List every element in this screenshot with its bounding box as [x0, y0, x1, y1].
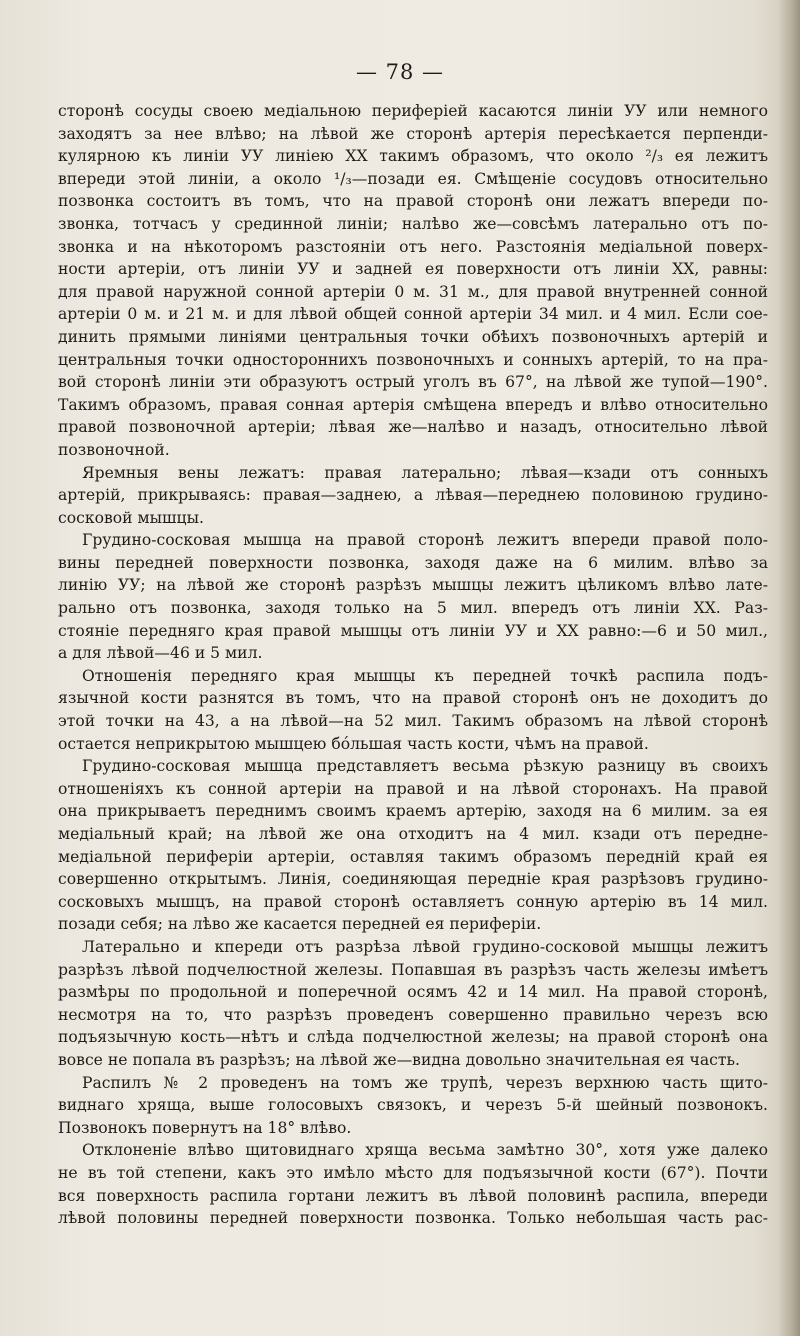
text-line: подъязычную кость—нѣтъ и слѣда подчелюстной железы; на правой сторонѣ она [58, 1028, 768, 1047]
text-line: размѣры по продольной и поперечной осямъ 42 и 14 мил. На правой сторонѣ, [58, 983, 768, 1002]
text-line: сторонѣ сосуды своею медіальною периферіей касаются линіи УУ или немного [58, 102, 768, 120]
text-line: Такимъ образомъ, правая сонная артерія смѣщена впередъ и влѣво относительно [58, 395, 768, 414]
text-line: стояніе передняго края правой мышцы отъ линіи УУ и ХХ равно:—6 и 50 мил., [58, 621, 768, 640]
text-line: для правой наружной сонной артеріи 0 м. 31 м., для правой внутренней сонной [58, 282, 768, 301]
text-line: звонка, тотчасъ у срединной линіи; налѣво же—совсѣмъ латерально отъ по- [58, 214, 768, 233]
text-line: заходятъ за нее влѣво; на лѣвой же сторонѣ артерія пересѣкается перпенди- [58, 124, 768, 143]
text-line: правой позвоночной артеріи; лѣвая же—налѣво и назадъ, относительно лѣвой [58, 418, 768, 437]
text-line: Яремныя вены лежатъ: правая латерально; лѣвая—кзади отъ сонныхъ [82, 463, 768, 482]
text-line: остается неприкрытою мышцею бóльшая часть кости, чѣмъ на правой. [58, 734, 649, 753]
text-line: позади себя; на лѣво же касается передней ея периферіи. [58, 915, 542, 934]
text-line: медіальный край; на лѣвой же она отходитъ на 4 мил. кзади отъ передне- [58, 825, 768, 843]
text-line: отношеніяхъ къ сонной артеріи на правой и на лѣвой сторонахъ. На правой [58, 779, 768, 798]
text-line: она прикрываетъ переднимъ своимъ краемъ артерію, заходя на 6 милим. за ея [58, 802, 768, 821]
body-text [58, 100, 768, 1230]
text-line: Распилъ № 2 проведенъ на томъ же трупѣ, черезъ верхнюю часть щито- [82, 1073, 768, 1092]
text-line: центральныя точки одностороннихъ позвоночныхъ и сонныхъ артерій, то на пра- [58, 350, 768, 369]
text-line: артерій, прикрываясь: правая—заднею, а лѣвая—переднею половиною грудино- [58, 486, 768, 505]
text-line: совершенно открытымъ. Линія, соединяющая передніе края разрѣзовъ грудино- [58, 870, 768, 889]
text-line: Отклоненіе влѣво щитовиднаго хряща весьма замѣтно 30°, хотя уже далеко [82, 1141, 768, 1160]
text-line: артеріи 0 м. и 21 м. и для лѣвой общей сонной артеріи 34 мил. и 4 мил. Если сое- [58, 305, 768, 324]
text-line: несмотря на то, что разрѣзъ проведенъ совершенно правильно черезъ всю [58, 1005, 768, 1024]
text-line: Позвонокъ повернутъ на 18° влѣво. [58, 1118, 352, 1137]
text-line: вся поверхность распила гортани лежитъ въ лѣвой половинѣ распила, впереди [58, 1186, 768, 1205]
text-line: Грудино-сосковая мышца на правой сторонѣ лежитъ впереди правой поло- [82, 531, 768, 550]
text-line: язычной кости разнятся въ томъ, что на правой сторонѣ онъ не доходитъ до [58, 689, 768, 708]
text-line: Грудино-сосковая мышца представляетъ весьма рѣзкую разницу въ своихъ [82, 757, 768, 776]
text-line: кулярною къ линіи УУ линіею ХХ такимъ образомъ, что около ²/₃ ея лежитъ [58, 147, 768, 166]
text-line: рально отъ позвонка, заходя только на 5 мил. впередъ отъ линіи ХХ. Раз- [58, 599, 768, 618]
text-line: сосковыхъ мышцъ, на правой сторонѣ оставляетъ сонную артерію въ 14 мил. [58, 892, 768, 911]
text-line: не въ той степени, какъ это имѣло мѣсто для подъязычной кости (67°). Почти [58, 1163, 768, 1182]
text-line: линію УУ; на лѣвой же сторонѣ разрѣзъ мышцы лежитъ цѣликомъ влѣво лате- [58, 576, 768, 595]
text-line: позвоночной. [58, 440, 170, 459]
text-line: вой сторонѣ линіи эти образуютъ острый уголъ въ 67°, на лѣвой же тупой—190°. [58, 373, 768, 392]
text-line: вовсе не попала въ разрѣзъ; на лѣвой же—видна довольно значительная ея часть. [58, 1050, 740, 1069]
text-line: медіальной периферіи артеріи, оставляя такимъ образомъ передній край ея [58, 847, 768, 866]
text-line: лѣвой половины передней поверхности позвонка. Только небольшая часть рас- [58, 1209, 768, 1228]
text-line: ности артеріи, отъ линіи УУ и задней ея поверхности отъ линіи ХХ, равны: [58, 260, 768, 279]
text-line: позвонка состоитъ въ томъ, что на правой сторонѣ они лежатъ впереди по- [58, 192, 768, 211]
text-line: вины передней поверхности позвонка, заходя даже на 6 милим. влѣво за [58, 553, 768, 572]
text-line: а для лѣвой—46 и 5 мил. [58, 644, 263, 663]
page-number: — 78 — [355, 60, 445, 84]
text-line: впереди этой линіи, а около ¹/₃—позади ея. Смѣщеніе сосудовъ относительно [58, 169, 768, 188]
page-edge-shadow [778, 0, 800, 1336]
text-line: Отношенія передняго края мышцы къ передней точкѣ распила подъ- [82, 666, 768, 685]
text-line: сосковой мышцы. [58, 508, 204, 527]
text-line: разрѣзъ лѣвой подчелюстной железы. Попавшая въ разрѣзъ часть железы имѣетъ [58, 960, 768, 979]
text-line: динить прямыми линіями центральныя точки обѣихъ позвоночныхъ артерій и [58, 327, 768, 346]
text-line: виднаго хряща, выше голосовыхъ связокъ, и черезъ 5-й шейный позвонокъ. [58, 1096, 768, 1115]
text-line: звонка и на нѣкоторомъ разстояніи отъ него. Разстоянія медіальной поверх- [58, 237, 768, 256]
text-line: этой точки на 43, а на лѣвой—на 52 мил. Такимъ образомъ на лѣвой сторонѣ [58, 712, 768, 731]
text-line: Латерально и кпереди отъ разрѣза лѣвой грудино-сосковой мышцы лежитъ [82, 937, 768, 956]
